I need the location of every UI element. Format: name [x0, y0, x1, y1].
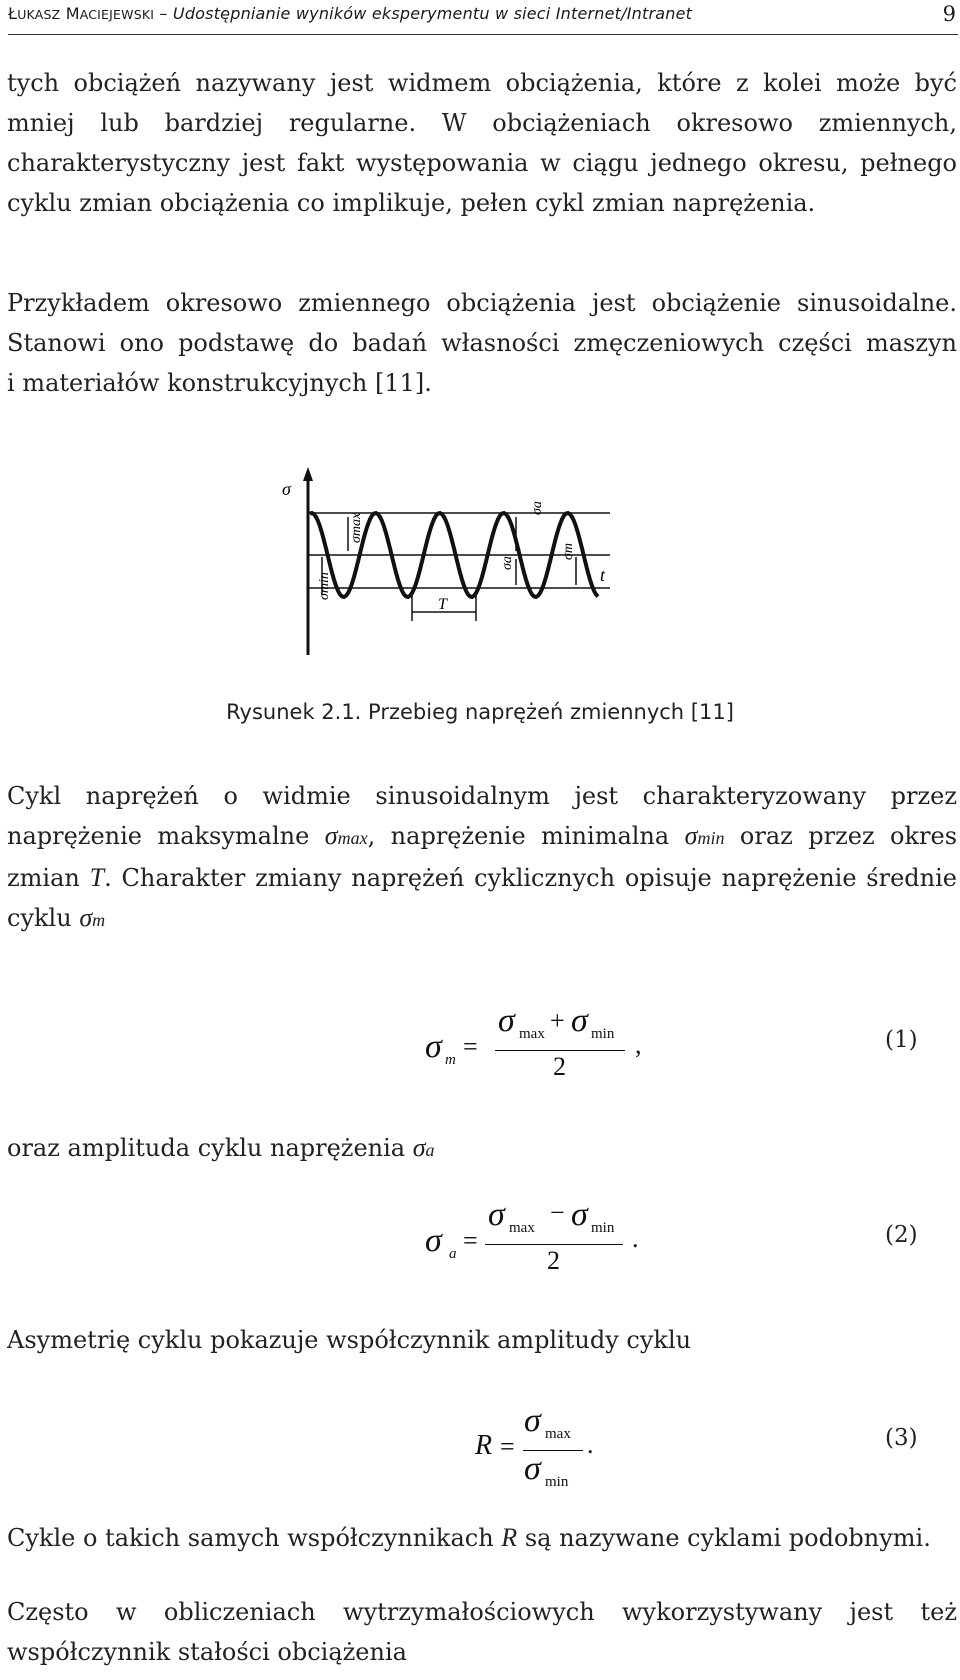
running-header	[8, 2, 958, 34]
paragraph-7	[7, 1592, 957, 1672]
fraction-bar	[495, 1050, 625, 1051]
header-author: ŁUKASZ MACIEJEWSKI – Udostępnianie wyników eksperymentu w sieci Internet/Intranet	[8, 4, 693, 23]
text-line: Często w obliczeniach wytrzymałościowych wykorzystywany jest też	[7, 1598, 957, 1626]
stress-cycle-figure	[270, 465, 650, 665]
sa-label-bottom: σa	[500, 556, 515, 570]
t-axis-label: t	[600, 565, 606, 585]
paragraph-3	[7, 776, 957, 940]
text-line: Cykl naprężeń o widmie sinusoidalnym jest charakteryzowany przez	[7, 782, 957, 810]
header-rule	[8, 34, 958, 35]
text-line: współczynnik stałości obciążenia	[7, 1638, 407, 1666]
text-line: Przykładem okresowo zmiennego obciążenia jest obciążenie sinusoidalne.	[7, 289, 957, 317]
smax-label: σmax	[349, 512, 364, 543]
equation-1: σ m = σ max + σ min 2 ,	[425, 1002, 642, 1081]
equation-1-number: (1)	[885, 1027, 918, 1053]
equation-2: σ a = σ max − σ min 2 .	[425, 1196, 639, 1275]
paragraph-2	[7, 283, 957, 403]
header-title: Udostępnianie wyników eksperymentu w sieci Internet/Intranet	[172, 4, 693, 23]
text-line: cyklu σm	[7, 903, 106, 932]
fraction-bar	[485, 1244, 623, 1245]
sigma-axis-label: σ	[282, 479, 291, 499]
paragraph-1	[7, 63, 957, 223]
text-line: Cykle o takich samych współczynnikach R są nazywane cyklami podobnymi.	[7, 1523, 931, 1552]
period-label: T	[438, 596, 447, 613]
text-line: Stanowi ono podstawę do badań własności zmęczeniowych części maszyn	[7, 329, 957, 357]
text-line: zmian T. Charakter zmiany naprężeń cyklicznych opisuje naprężenie średnie	[7, 863, 957, 892]
text-line: cyklu zmian obciążenia co implikuje, pełen cykl zmian naprężenia.	[7, 189, 816, 217]
figure-caption: Rysunek 2.1. Przebieg naprężeń zmiennych [11]	[226, 700, 734, 724]
smin-label: σmin	[317, 572, 332, 600]
page-number: 9	[942, 2, 956, 26]
text-line: charakterystyczny jest fakt występowania w ciągu jednego okresu, pełnego	[7, 149, 957, 177]
sm-label: σm	[561, 542, 576, 560]
equation-2-number: (2)	[885, 1222, 918, 1248]
paragraph-4	[7, 1128, 957, 1170]
equation-3: R = σ max σ min .	[475, 1402, 594, 1490]
text-line: i materiałów konstrukcyjnych [11].	[7, 369, 432, 397]
paragraph-5	[7, 1320, 957, 1360]
text-line: tych obciążeń nazywany jest widmem obciążenia, które z kolei może być	[7, 69, 957, 97]
equation-3-number: (3)	[885, 1425, 918, 1451]
sa-label-top: σa	[530, 501, 545, 515]
text-line: mniej lub bardziej regularne. W obciążeniach okresowo zmiennych,	[7, 109, 957, 137]
text-line: Asymetrię cyklu pokazuje współczynnik amplitudy cyklu	[7, 1326, 692, 1354]
text-line: naprężenie maksymalne σmax, naprężenie minimalna σmin oraz przez okres	[7, 821, 958, 850]
paragraph-6	[7, 1518, 957, 1558]
sigma-axis-arrow	[303, 467, 313, 481]
text-line: oraz amplituda cyklu naprężenia σa	[7, 1133, 435, 1162]
